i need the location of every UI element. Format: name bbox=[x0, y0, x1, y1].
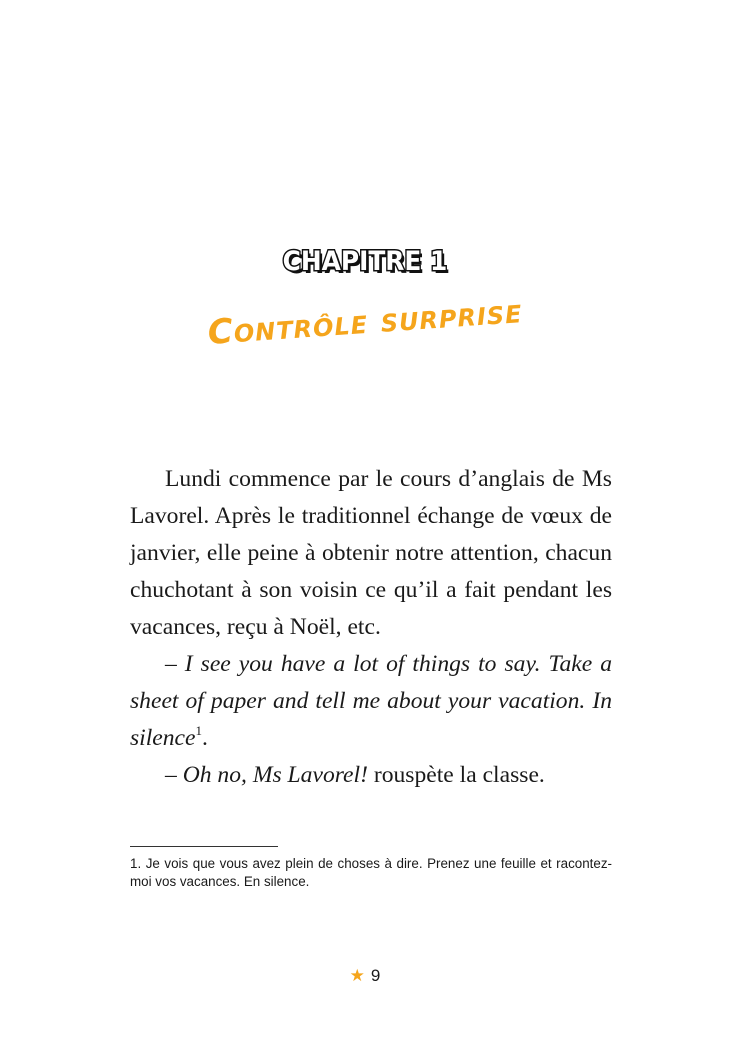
dialogue-rest: rouspète la classe. bbox=[367, 762, 545, 788]
page-footer bbox=[0, 966, 730, 986]
dialogue-end: . bbox=[202, 725, 208, 751]
body-text bbox=[130, 461, 612, 794]
footnote-divider bbox=[130, 846, 278, 847]
dialogue-italic: – Oh no, Ms Lavorel! bbox=[165, 762, 368, 788]
dialogue-line bbox=[130, 646, 612, 757]
footnote: 1. Je vois que vous avez plein de choses à dire. Prenez une feuille et racontez-moi vos vacances. En silence. bbox=[130, 856, 612, 889]
chapter-label: CHAPITRE 1 bbox=[282, 246, 448, 277]
footnote-ref[interactable]: 1 bbox=[195, 723, 203, 738]
dialogue-italic: – I see you have a lot of things to say. Take a sheet of paper and tell me about your vacation. In silence bbox=[130, 651, 612, 751]
paragraph: Lundi commence par le cours d’anglais de Ms Lavorel. Après le traditionnel échange de vœux de janvier, elle peine à obtenir notre attention, chacun chuchotant à son voisin ce qu’il a fait pendant les vacances, reçu à Noël, etc. bbox=[130, 466, 612, 640]
chapter-title: Contrôle surprise bbox=[206, 291, 524, 353]
page-number: 9 bbox=[370, 966, 381, 985]
star-icon: ★ bbox=[349, 966, 365, 985]
dialogue-line bbox=[130, 757, 612, 794]
